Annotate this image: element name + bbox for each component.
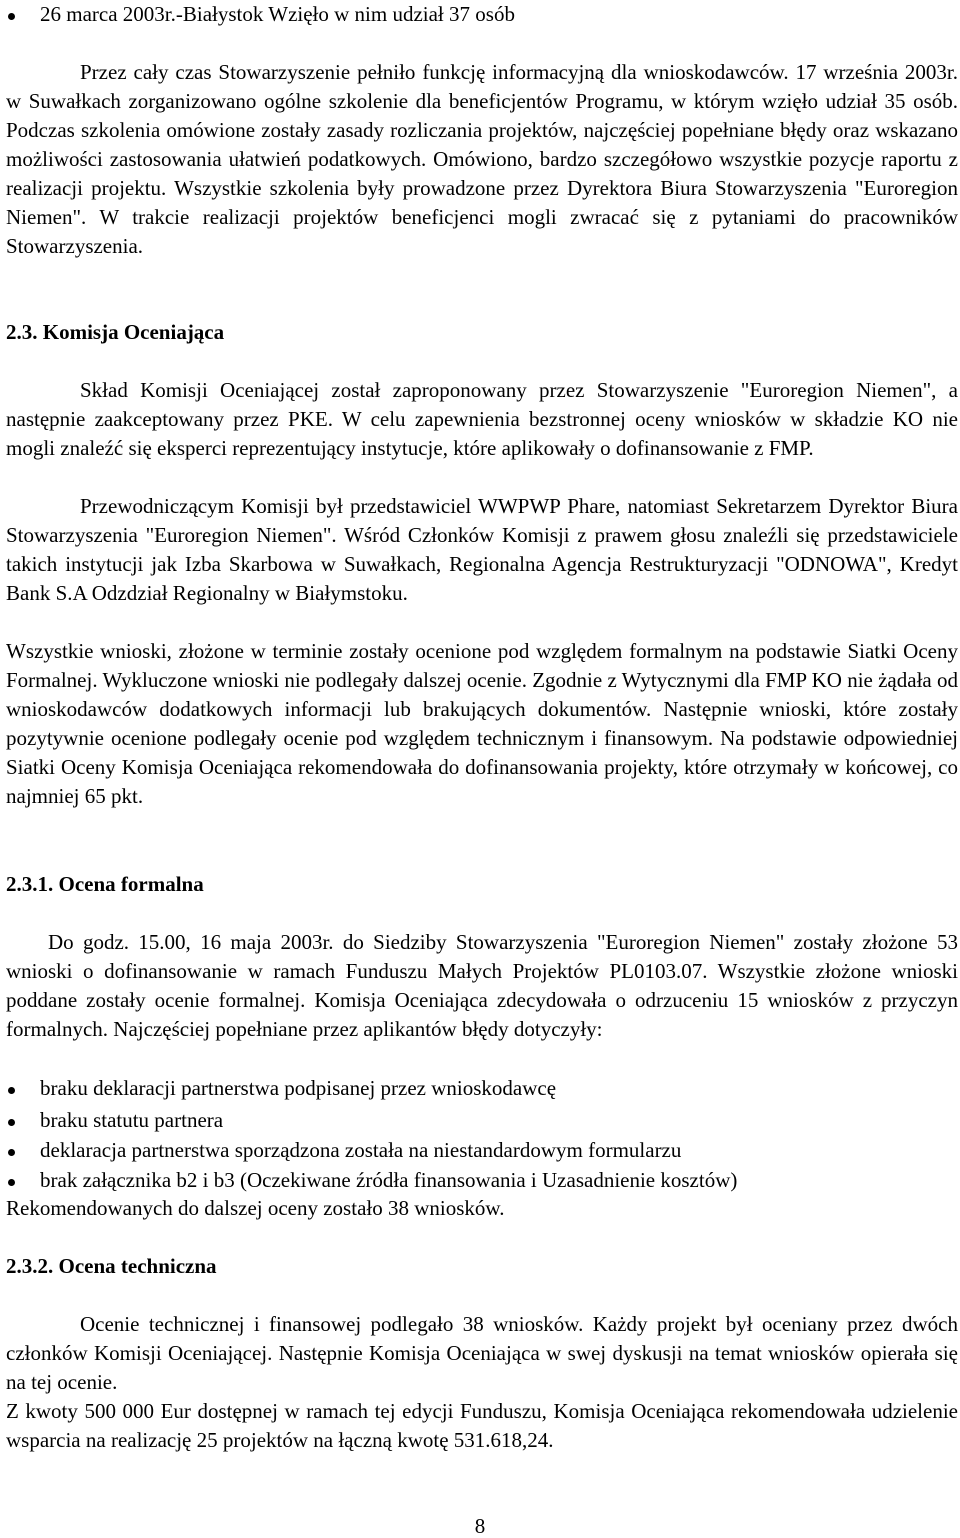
section-heading-ocena-techniczna: 2.3.2. Ocena techniczna — [6, 1254, 217, 1278]
bullet-icon — [6, 1136, 40, 1165]
list-item — [6, 1074, 556, 1103]
list-item-text: brak załącznika b2 i b3 (Oczekiwane źródła finansowania i Uzasadnienie kosztów) — [40, 1168, 738, 1192]
paragraph-commission-composition: Skład Komisji Oceniającej został zaproponowany przez Stowarzyszenie "Euroregion Niemen", a następnie zaakceptowany przez PKE. W celu zapewnienia bezstronnej oceny wniosków w składzie KO nie mogli znaleźć się eksperci reprezentujący instytucje, które aplikowały o dofinansowanie z FMP. — [6, 378, 958, 460]
paragraph-formal-evaluation: Do godz. 15.00, 16 maja 2003r. do Siedziby Stowarzyszenia "Euroregion Niemen" zostały złożone 53 wnioski o dofinansowanie w ramach Funduszu Małych Projektów PL0103.07. Wszystkie złożone wnioski poddane zostały ocenie formalnej. Komisja Oceniająca zdecydowała o odrzuceniu 15 wniosków z przyczyn formalnych. Najczęściej popełniane przez aplikantów błędy dotyczyły: — [6, 930, 958, 1041]
list-item — [6, 1106, 223, 1135]
paragraph-recommended-count: Rekomendowanych do dalszej oceny zostało 38 wniosków. — [6, 1196, 505, 1220]
section-heading-ocena-formalna: 2.3.1. Ocena formalna — [6, 872, 204, 896]
paragraph-evaluation-process: Wszystkie wnioski, złożone w terminie zostały ocenione pod względem formalnym na podstawie Siatki Oceny Formalnej. Wykluczone wnioski nie podlegały dalszej ocenie. Zgodnie z Wytycznymi dla FMP KO nie żądała od wnioskodawców dodatkowych informacji lub brakujących dokumentów. Następnie wnioski, które zostały pozytywnie ocenione podlegały ocenie pod względem technicznym i finansowym. Na podstawie odpowiedniej Siatki Oceny Komisja Oceniająca rekomendowała do dofinansowania projekty, które otrzymały w końcowej, co najmniej 65 pkt. — [6, 639, 958, 808]
bullet-icon — [6, 1074, 40, 1103]
list-item-top — [6, 0, 515, 29]
paragraph-technical-evaluation: Ocenie technicznej i finansowej podlegało 38 wniosków. Każdy projekt był oceniany przez dwóch członków Komisji Oceniającej. Następnie Komisja Oceniająca w swej dyskusji na temat wniosków opierała się na tej ocenie. — [6, 1312, 958, 1394]
section-heading-komisja-oceniajaca: 2.3. Komisja Oceniająca — [6, 320, 225, 344]
paragraph-commission-members: Przewodniczącym Komisji był przedstawiciel WWPWP Phare, natomiast Sekretarzem Dyrektor Biura Stowarzyszenia "Euroregion Niemen". Wśród Członków Komisji z prawem głosu znaleźli się przedstawiciele takich instytucji jak Izba Skarbowa w Suwałkach, Regionalna Agencja Restrukturyzacji "ODNOWA", Kredyt Bank S.A Odzdział Regionalny w Białymstoku. — [6, 494, 958, 605]
list-item — [6, 1166, 737, 1195]
list-item-text: 26 marca 2003r.-Białystok Wzięło w nim udział 37 osób — [40, 2, 515, 26]
list-item — [6, 1136, 681, 1165]
bullet-icon — [6, 1106, 40, 1135]
paragraph-information-role: Przez cały czas Stowarzyszenie pełniło funkcję informacyjną dla wnioskodawców. 17 września 2003r. w Suwałkach zorganizowano ogólne szkolenie dla beneficjentów Programu, w którym wzięło udział 35 osób. Podczas szkolenia omówione zostały zasady rozliczania projektów, najczęściej popełniane błędy oraz wskazano możliwości zastosowania ułatwień podatkowych. Omówiono, bardzo szczegółowo wszystkie pozycje raportu z realizacji projektu. Wszystkie szkolenia były prowadzone przez Dyrektora Biura Stowarzyszenia "Euroregion Niemen". W trakcie realizacji projektów beneficjenci mogli zwracać się z pytaniami do pracowników Stowarzyszenia. — [6, 60, 958, 258]
bullet-icon — [6, 0, 40, 29]
paragraph-funding-summary: Z kwoty 500 000 Eur dostępnej w ramach tej edycji Funduszu, Komisja Oceniająca rekomendowała udzielenie wsparcia na realizację 25 projektów na łączną kwotę 531.618,24. — [6, 1399, 958, 1452]
list-item-text: braku statutu partnera — [40, 1108, 224, 1132]
list-item-text: braku deklaracji partnerstwa podpisanej przez wnioskodawcę — [40, 1076, 557, 1100]
bullet-icon — [6, 1166, 40, 1195]
page-number: 8 — [474, 1514, 486, 1538]
list-item-text: deklaracja partnerstwa sporządzona została na niestandardowym formularzu — [40, 1138, 682, 1162]
